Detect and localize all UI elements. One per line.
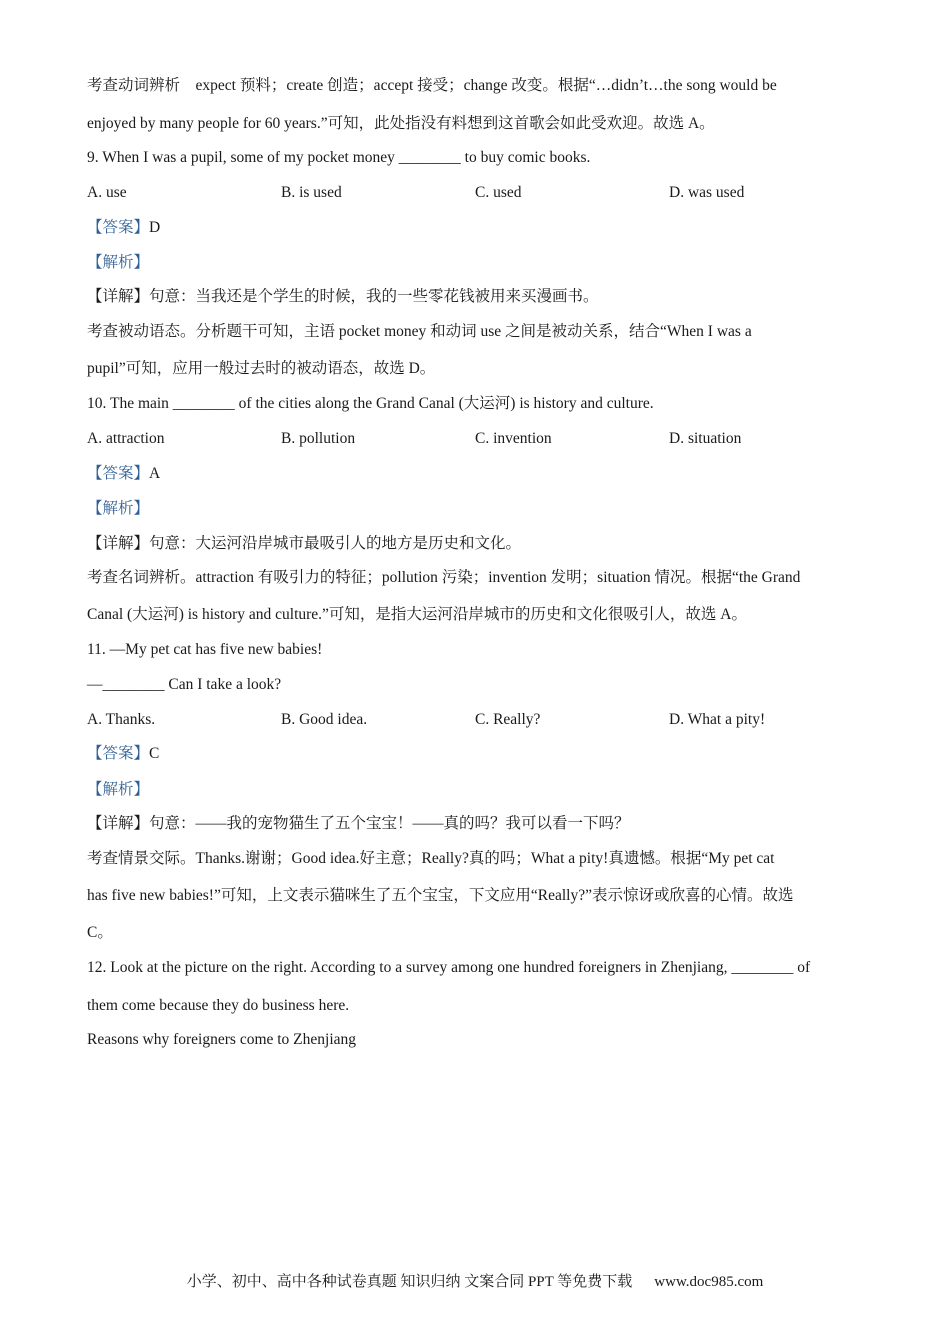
q8-analysis-line-2: enjoyed by many people for 60 years.”可知，此处指没有料想到这首歌会如此受欢迎。故选 A。 (87, 115, 715, 132)
q11-stem-2: —________ Can I take a look? (87, 676, 282, 693)
q10-detail-3: Canal (大运河) is history and culture.”可知，是指大运河沿岸城市的历史和文化很吸引人，故选 A。 (87, 606, 747, 623)
q10-option-d: D. situation (669, 430, 742, 447)
q12-stem-2: them come because they do business here. (87, 997, 350, 1014)
q11-detail-1: 【详解】句意：——我的宠物猫生了五个宝宝！——真的吗？我可以看一下吗？ (87, 815, 630, 832)
q10-option-a: A. attraction (87, 430, 165, 447)
q11-answer (87, 744, 159, 764)
q11-option-a: A. Thanks. (87, 711, 156, 728)
q10-answer (87, 464, 160, 484)
q12-chart-title: Reasons why foreigners come to Zhenjiang (87, 1031, 357, 1048)
footer-text: 小学、初中、高中各种试卷真题 知识归纳 文案合同 PPT 等免费下载 (186, 1274, 633, 1290)
q12-stem-1: 12. Look at the picture on the right. According to a survey among one hundred foreigners in Zhenjiang, ________ of (87, 959, 811, 976)
q10-detail-2: 考查名词辨析。attraction 有吸引力的特征；pollution 污染；invention 发明；situation 情况。根据“the Grand (87, 569, 801, 586)
q9-option-c: C. used (475, 184, 522, 201)
q9-option-b: B. is used (281, 184, 342, 201)
answer-label: 【答案】 (87, 745, 150, 762)
q11-detail-4: C。 (87, 924, 113, 941)
q9-stem: 9. When I was a pupil, some of my pocket money ________ to buy comic books. (87, 149, 591, 166)
q10-analysis-label: 【解析】 (87, 500, 150, 517)
q11-option-b: B. Good idea. (281, 711, 368, 728)
q9-detail-3: pupil”可知，应用一般过去时的被动语态，故选 D。 (87, 360, 436, 377)
q9-answer (87, 218, 160, 238)
q10-stem: 10. The main ________ of the cities along the Grand Canal (大运河) is history and culture. (87, 395, 654, 412)
q11-analysis-label: 【解析】 (87, 781, 150, 798)
q9-option-a: A. use (87, 184, 127, 201)
answer-value: C (149, 745, 160, 762)
q8-analysis-line-1: 考查动词辨析 expect 预料；create 创造；accept 接受；change 改变。根据“…didn’t…the song would be (87, 77, 777, 94)
q9-analysis-label: 【解析】 (87, 254, 150, 271)
q11-detail-2: 考查情景交际。Thanks.谢谢；Good idea.好主意；Really?真的吗；What a pity!真遗憾。根据“My pet cat (87, 850, 775, 867)
q9-detail-1: 【详解】句意：当我还是个学生的时候，我的一些零花钱被用来买漫画书。 (87, 288, 599, 305)
answer-value: A (149, 465, 161, 482)
answer-label: 【答案】 (87, 219, 150, 236)
page-footer (0, 1270, 950, 1291)
q11-stem-1: 11. —My pet cat has five new babies! (87, 641, 323, 658)
q10-option-c: C. invention (475, 430, 552, 447)
q11-detail-3: has five new babies!”可知，上文表示猫咪生了五个宝宝，下文应用“Really?”表示惊讶或欣喜的心情。故选 (87, 887, 794, 904)
answer-value: D (149, 219, 161, 236)
q10-option-b: B. pollution (281, 430, 356, 447)
q10-detail-1: 【详解】句意：大运河沿岸城市最吸引人的地方是历史和文化。 (87, 535, 522, 552)
q9-option-d: D. was used (669, 184, 745, 201)
q11-option-c: C. Really? (475, 711, 541, 728)
answer-label: 【答案】 (87, 465, 150, 482)
q11-option-d: D. What a pity! (669, 711, 766, 728)
footer-site-link[interactable]: www.doc985.com (654, 1274, 764, 1290)
q9-detail-2: 考查被动语态。分析题干可知，主语 pocket money 和动词 use 之间是被动关系，结合“When I was a (87, 323, 752, 340)
